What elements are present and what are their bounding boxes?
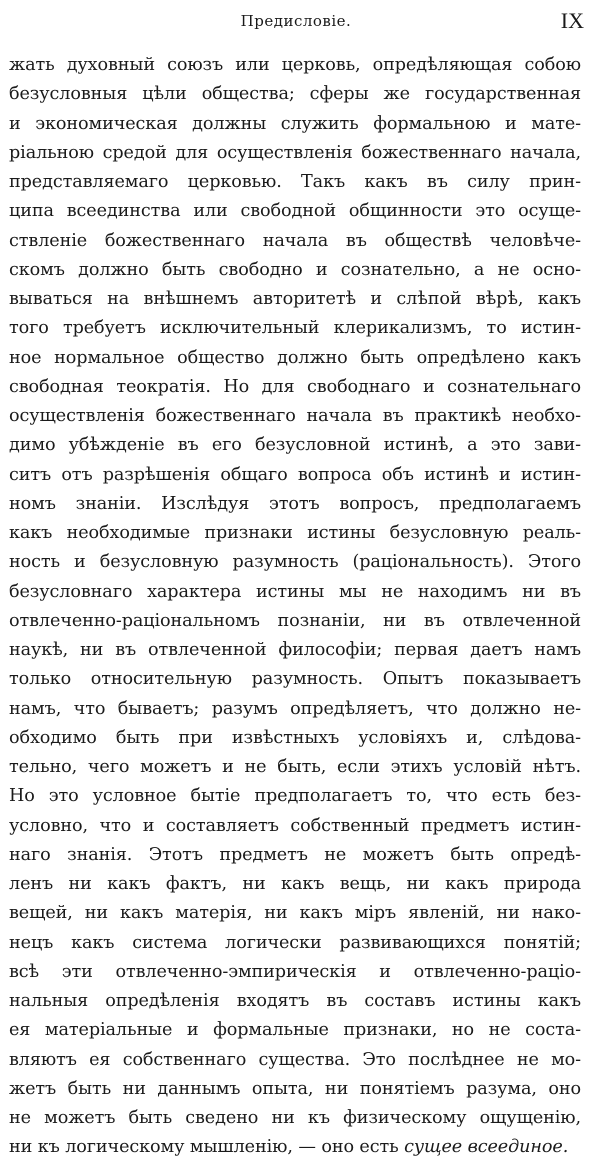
text-line: ея матеріальные и формальные признаки, но не соста-: [9, 1020, 581, 1041]
text-line: нецъ какъ система логически развивающихся понятій;: [9, 932, 581, 953]
text-line: и экономическая должны служить формальною и мате-: [9, 113, 581, 134]
running-head: [8, 8, 584, 42]
italic-emphasis: сущее всеединое.: [404, 1137, 569, 1158]
text-line: представляемаго церковью. Такъ какъ въ силу прин-: [9, 172, 581, 192]
text-line: скомъ должно быть свободно и сознательно, а не осно-: [9, 259, 581, 280]
text-line: ситъ отъ разрѣшенія общаго вопроса объ истинѣ и истин-: [9, 464, 581, 485]
text-line: какъ необходимые признаки истины безусловную реаль-: [9, 523, 581, 543]
text-line: вываться на внѣшнемъ авторитетѣ и слѣпой вѣрѣ, какъ: [9, 289, 581, 309]
text-line: ципа всеединства или свободной общинности это осуще-: [9, 201, 581, 222]
text-line: безусловныя цѣли общества; сферы же государственная: [9, 84, 581, 105]
text-line: не можетъ быть сведено ни къ физическому ощущенію,: [9, 1108, 581, 1128]
text-line: димо убѣжденіе въ его безусловной истинѣ, а это зави-: [9, 435, 581, 456]
text-line: наукѣ, ни въ отвлеченной философіи; первая даетъ намъ: [9, 640, 581, 660]
text-line-final: [9, 1133, 581, 1162]
text-line: номъ знаніи. Изслѣдуя этотъ вопросъ, предполагаемъ: [9, 493, 581, 514]
text-line: вляютъ ея собственнаго существа. Это послѣднее не мо-: [9, 1049, 581, 1070]
text-line: свободная теократія. Но для свободнаго и сознательнаго: [9, 376, 581, 397]
text-line: ленъ ни какъ фактъ, ни какъ вещь, ни какъ природа: [9, 874, 581, 894]
text-line: наго знанія. Этотъ предметъ не можетъ быть опредѣ-: [9, 844, 581, 865]
text-line: нальныя опредѣленія входятъ въ составъ истины какъ: [9, 991, 581, 1011]
text-line: ствленіе божественнаго начала въ обществѣ человѣче-: [9, 230, 581, 251]
text-line: условно, что и составляетъ собственный предметъ истин-: [9, 815, 581, 836]
text-line: обходимо быть при извѣстныхъ условіяхъ и, слѣдова-: [9, 727, 581, 748]
text-line: безусловнаго характера истины мы не находимъ ни въ: [9, 581, 581, 602]
text-line: Но это условное бытіе предполагаетъ то, что есть без-: [9, 786, 581, 807]
text-line: того требуетъ исключительный клерикализмъ, то истин-: [9, 318, 581, 339]
text-line: осуществленія божественнаго начала въ практикѣ необхо-: [9, 406, 581, 426]
text-line: ность и безусловную разумность (раціональность). Этого: [9, 552, 581, 573]
final-line-text: ни къ логическому мышленію, — оно есть: [9, 1137, 405, 1158]
body-text: [9, 51, 581, 1163]
text-line: всѣ эти отвлеченно-эмпирическія и отвлеченно-раціо-: [9, 961, 581, 982]
running-head-title: Предисловіе.: [240, 12, 352, 30]
text-line: жать духовный союзъ или церковь, опредѣляющая собою: [9, 55, 581, 75]
text-line: отвлеченно-раціональномъ познаніи, ни въ отвлеченной: [9, 610, 581, 631]
page-number: IX: [560, 8, 584, 33]
text-line: намъ, что бываетъ; разумъ опредѣляетъ, что должно не-: [9, 698, 581, 719]
text-line: ріальною средой для осуществленія божественнаго начала,: [9, 142, 581, 163]
text-line: вещей, ни какъ матерія, ни какъ міръ явленій, ни нако-: [9, 903, 581, 924]
text-line: только относительную разумность. Опытъ показываетъ: [9, 669, 581, 690]
text-line: жетъ быть ни даннымъ опыта, ни понятіемъ разума, оно: [9, 1078, 581, 1099]
text-line: тельно, чего можетъ и не быть, если этихъ условій нѣтъ.: [9, 757, 581, 777]
text-line: ное нормальное общество должно быть опредѣлено какъ: [9, 347, 581, 368]
